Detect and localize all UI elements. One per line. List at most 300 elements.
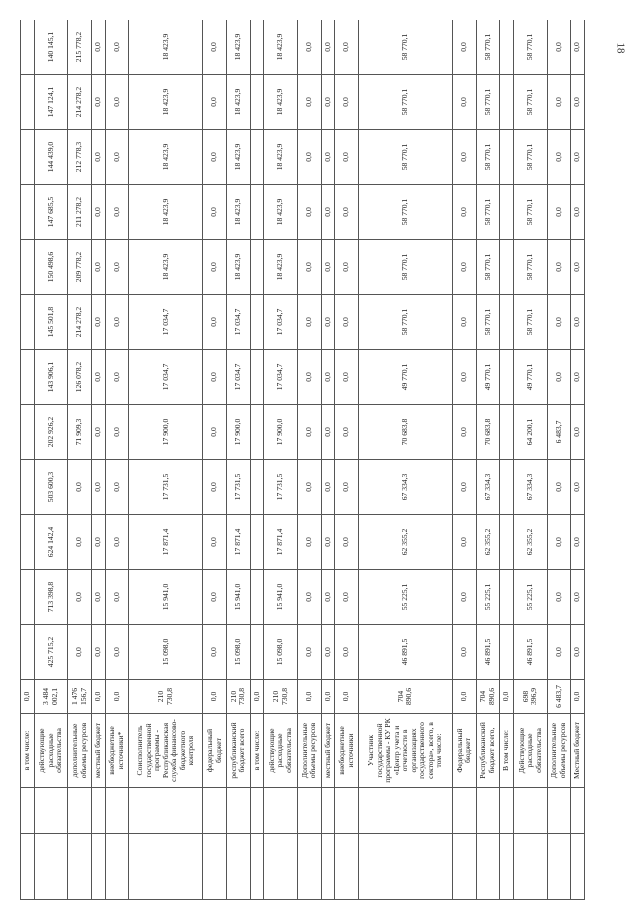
value-cell (21, 75, 35, 130)
value-cell: 15 941,0 (129, 570, 203, 625)
value-cell: 0,0 (105, 350, 129, 405)
value-cell: 18 423,9 (264, 130, 298, 185)
empty-cell (452, 834, 476, 900)
table-row (129, 20, 203, 900)
value-cell: 147 124,1 (34, 75, 68, 130)
value-cell: 0,0 (203, 20, 227, 75)
value-cell: 0,0 (92, 515, 106, 570)
value-cell: 0,0 (335, 130, 359, 185)
value-cell: 62 355,2 (358, 515, 452, 570)
value-cell: 0,0 (297, 295, 321, 350)
total-cell: 0,0 (21, 680, 35, 714)
value-cell: 0,0 (321, 20, 335, 75)
value-cell: 0,0 (571, 185, 585, 240)
value-cell: 0,0 (92, 185, 106, 240)
empty-cell (129, 788, 203, 834)
empty-cell (92, 788, 106, 834)
value-cell: 17 900,0 (264, 405, 298, 460)
value-cell: 17 731,5 (226, 460, 250, 515)
value-cell: 15 098,0 (226, 625, 250, 680)
value-cell: 0,0 (571, 515, 585, 570)
value-cell: 0,0 (321, 570, 335, 625)
value-cell: 49 770,1 (358, 350, 452, 405)
value-cell: 0,0 (321, 75, 335, 130)
value-cell: 58 770,1 (476, 130, 500, 185)
value-cell: 0,0 (547, 515, 571, 570)
empty-cell (335, 788, 359, 834)
row-label: Участник государственной программы - КУ РК «Центр учета и отчетности в организациях государственного сектора», всего, в том числе: (358, 714, 452, 788)
table-row (452, 20, 476, 900)
value-cell: 0,0 (321, 295, 335, 350)
table-row (547, 20, 571, 900)
value-cell: 15 941,0 (226, 570, 250, 625)
value-cell (21, 405, 35, 460)
value-cell (250, 625, 264, 680)
value-cell: 18 423,9 (129, 185, 203, 240)
empty-cell (476, 788, 500, 834)
value-cell: 0,0 (203, 625, 227, 680)
value-cell: 18 423,9 (226, 185, 250, 240)
value-cell: 0,0 (547, 295, 571, 350)
value-cell (250, 295, 264, 350)
empty-cell (547, 788, 571, 834)
value-cell: 0,0 (452, 295, 476, 350)
empty-cell (92, 834, 106, 900)
total-cell: 704 890,6 (476, 680, 500, 714)
value-cell: 17 034,7 (264, 350, 298, 405)
value-cell: 0,0 (321, 515, 335, 570)
value-cell: 18 423,9 (129, 75, 203, 130)
value-cell: 0,0 (105, 185, 129, 240)
value-cell: 0,0 (547, 240, 571, 295)
value-cell: 0,0 (68, 625, 92, 680)
total-cell: 0,0 (452, 680, 476, 714)
rotated-table-frame (20, 20, 585, 900)
empty-cell (105, 834, 129, 900)
value-cell: 143 906,1 (34, 350, 68, 405)
row-label: республиканский бюджет всего (226, 714, 250, 788)
value-cell: 0,0 (68, 570, 92, 625)
value-cell: 18 423,9 (264, 20, 298, 75)
value-cell: 503 600,3 (34, 460, 68, 515)
value-cell: 0,0 (92, 130, 106, 185)
empty-cell (264, 788, 298, 834)
empty-cell (571, 834, 585, 900)
value-cell (250, 130, 264, 185)
value-cell: 0,0 (335, 460, 359, 515)
value-cell: 0,0 (321, 405, 335, 460)
empty-cell (297, 834, 321, 900)
value-cell (500, 240, 514, 295)
value-cell: 17 034,7 (226, 295, 250, 350)
empty-cell (203, 834, 227, 900)
value-cell: 150 498,6 (34, 240, 68, 295)
budget-table (20, 20, 585, 900)
value-cell: 58 770,1 (358, 20, 452, 75)
value-cell: 0,0 (68, 460, 92, 515)
value-cell: 0,0 (297, 350, 321, 405)
table-row (513, 20, 547, 900)
value-cell (250, 185, 264, 240)
value-cell: 0,0 (105, 405, 129, 460)
empty-cell (547, 834, 571, 900)
value-cell: 64 200,1 (513, 405, 547, 460)
value-cell: 0,0 (297, 185, 321, 240)
value-cell: 58 770,1 (513, 75, 547, 130)
value-cell: 49 770,1 (476, 350, 500, 405)
total-cell: 210 730,8 (129, 680, 203, 714)
empty-cell (452, 788, 476, 834)
table-row (105, 20, 129, 900)
value-cell (250, 570, 264, 625)
value-cell: 0,0 (452, 20, 476, 75)
value-cell: 0,0 (571, 240, 585, 295)
value-cell: 70 683,8 (476, 405, 500, 460)
value-cell: 0,0 (335, 20, 359, 75)
value-cell (21, 625, 35, 680)
table-row (321, 20, 335, 900)
value-cell: 58 770,1 (476, 20, 500, 75)
value-cell: 49 770,1 (513, 350, 547, 405)
value-cell: 15 098,0 (129, 625, 203, 680)
value-cell: 0,0 (547, 625, 571, 680)
row-label: внебюджетные источники* (105, 714, 129, 788)
value-cell: 0,0 (571, 460, 585, 515)
row-label: федеральный бюджет (203, 714, 227, 788)
value-cell: 18 423,9 (264, 75, 298, 130)
value-cell: 0,0 (203, 350, 227, 405)
value-cell: 0,0 (92, 350, 106, 405)
value-cell: 0,0 (452, 570, 476, 625)
value-cell: 624 142,4 (34, 515, 68, 570)
empty-cell (68, 788, 92, 834)
value-cell: 0,0 (452, 185, 476, 240)
value-cell (500, 515, 514, 570)
empty-cell (513, 834, 547, 900)
value-cell: 713 398,8 (34, 570, 68, 625)
value-cell: 0,0 (452, 130, 476, 185)
total-cell: 698 396,9 (513, 680, 547, 714)
value-cell: 67 334,3 (513, 460, 547, 515)
total-cell: 3 484 002,1 (34, 680, 68, 714)
value-cell: 58 770,1 (476, 185, 500, 240)
value-cell: 17 034,7 (129, 295, 203, 350)
value-cell: 58 770,1 (358, 75, 452, 130)
value-cell: 55 225,1 (358, 570, 452, 625)
value-cell: 0,0 (92, 460, 106, 515)
value-cell: 15 941,0 (264, 570, 298, 625)
row-label: действующие расходные обязательства (264, 714, 298, 788)
value-cell: 0,0 (335, 295, 359, 350)
value-cell: 214 278,2 (68, 75, 92, 130)
empty-cell (476, 834, 500, 900)
empty-cell (21, 788, 35, 834)
value-cell: 0,0 (203, 295, 227, 350)
value-cell: 0,0 (571, 295, 585, 350)
value-cell: 0,0 (452, 350, 476, 405)
value-cell: 0,0 (547, 75, 571, 130)
total-cell: 704 890,6 (358, 680, 452, 714)
value-cell (250, 460, 264, 515)
rotated-table-inner (20, 20, 585, 900)
value-cell (250, 515, 264, 570)
value-cell: 209 778,2 (68, 240, 92, 295)
total-cell: 0,0 (92, 680, 106, 714)
total-cell: 0,0 (297, 680, 321, 714)
value-cell (250, 405, 264, 460)
value-cell: 0,0 (335, 515, 359, 570)
value-cell: 0,0 (321, 185, 335, 240)
total-cell: 0,0 (203, 680, 227, 714)
value-cell: 62 355,2 (476, 515, 500, 570)
table-row (264, 20, 298, 900)
value-cell: 0,0 (452, 460, 476, 515)
value-cell: 0,0 (297, 460, 321, 515)
value-cell: 18 423,9 (264, 185, 298, 240)
value-cell: 0,0 (92, 625, 106, 680)
value-cell: 0,0 (92, 240, 106, 295)
value-cell: 18 423,9 (226, 240, 250, 295)
value-cell (21, 20, 35, 75)
total-cell: 1 476 156,7 (68, 680, 92, 714)
empty-cell (321, 788, 335, 834)
value-cell: 15 098,0 (264, 625, 298, 680)
value-cell: 211 278,2 (68, 185, 92, 240)
value-cell: 0,0 (571, 570, 585, 625)
value-cell: 58 770,1 (513, 295, 547, 350)
value-cell: 0,0 (203, 75, 227, 130)
value-cell: 17 731,5 (264, 460, 298, 515)
value-cell (500, 570, 514, 625)
table-row (21, 20, 35, 900)
value-cell: 147 685,5 (34, 185, 68, 240)
value-cell (21, 460, 35, 515)
value-cell: 212 778,3 (68, 130, 92, 185)
value-cell (21, 185, 35, 240)
value-cell: 0,0 (92, 570, 106, 625)
row-label: внебюджетные источники (335, 714, 359, 788)
table-row (68, 20, 92, 900)
empty-cell (203, 788, 227, 834)
value-cell: 0,0 (105, 625, 129, 680)
value-cell (21, 240, 35, 295)
value-cell (21, 570, 35, 625)
total-cell: 0,0 (105, 680, 129, 714)
row-label: в том числе: (21, 714, 35, 788)
value-cell: 0,0 (321, 240, 335, 295)
value-cell: 0,0 (203, 405, 227, 460)
empty-cell (358, 834, 452, 900)
value-cell: 0,0 (297, 75, 321, 130)
value-cell: 0,0 (335, 240, 359, 295)
value-cell: 17 900,0 (129, 405, 203, 460)
value-cell: 126 078,2 (68, 350, 92, 405)
value-cell: 0,0 (92, 75, 106, 130)
value-cell: 0,0 (321, 460, 335, 515)
value-cell: 17 871,4 (129, 515, 203, 570)
value-cell (500, 130, 514, 185)
value-cell (250, 240, 264, 295)
total-cell: 210 730,8 (226, 680, 250, 714)
value-cell (500, 75, 514, 130)
value-cell: 0,0 (547, 460, 571, 515)
value-cell: 0,0 (92, 20, 106, 75)
value-cell: 17 034,7 (226, 350, 250, 405)
value-cell: 0,0 (571, 130, 585, 185)
value-cell: 0,0 (92, 295, 106, 350)
value-cell: 18 423,9 (129, 20, 203, 75)
row-label: местный бюджет (321, 714, 335, 788)
value-cell: 0,0 (203, 460, 227, 515)
value-cell: 0,0 (105, 20, 129, 75)
value-cell: 0,0 (335, 350, 359, 405)
value-cell: 214 278,2 (68, 295, 92, 350)
page-number: 18 (614, 42, 627, 54)
value-cell: 17 034,7 (264, 295, 298, 350)
value-cell (500, 20, 514, 75)
value-cell: 58 770,1 (476, 75, 500, 130)
value-cell: 0,0 (203, 240, 227, 295)
empty-cell (129, 834, 203, 900)
value-cell: 0,0 (297, 240, 321, 295)
value-cell: 0,0 (571, 75, 585, 130)
value-cell: 58 770,1 (476, 295, 500, 350)
value-cell (21, 130, 35, 185)
row-label: В том числе: (500, 714, 514, 788)
value-cell: 55 225,1 (476, 570, 500, 625)
empty-cell (226, 834, 250, 900)
row-label: Федеральный бюджет (452, 714, 476, 788)
table-row (92, 20, 106, 900)
value-cell: 0,0 (335, 185, 359, 240)
empty-cell (34, 834, 68, 900)
empty-cell (513, 788, 547, 834)
total-cell: 0,0 (500, 680, 514, 714)
value-cell: 0,0 (321, 350, 335, 405)
value-cell: 0,0 (105, 570, 129, 625)
value-cell: 18 423,9 (129, 240, 203, 295)
row-label: в том числе: (250, 714, 264, 788)
empty-cell (264, 834, 298, 900)
value-cell (250, 350, 264, 405)
value-cell: 71 909,3 (68, 405, 92, 460)
value-cell: 46 891,5 (476, 625, 500, 680)
value-cell: 0,0 (92, 405, 106, 460)
total-cell: 0,0 (250, 680, 264, 714)
value-cell (500, 185, 514, 240)
value-cell: 58 770,1 (513, 240, 547, 295)
total-cell: 0,0 (321, 680, 335, 714)
value-cell: 0,0 (203, 515, 227, 570)
empty-cell (500, 834, 514, 900)
table-row (203, 20, 227, 900)
value-cell: 0,0 (297, 625, 321, 680)
value-cell: 58 770,1 (513, 185, 547, 240)
value-cell: 0,0 (105, 130, 129, 185)
empty-cell (105, 788, 129, 834)
value-cell: 0,0 (571, 625, 585, 680)
value-cell: 0,0 (335, 570, 359, 625)
value-cell: 0,0 (452, 625, 476, 680)
value-cell: 18 423,9 (129, 130, 203, 185)
value-cell: 18 423,9 (226, 20, 250, 75)
value-cell: 58 770,1 (513, 130, 547, 185)
value-cell (250, 20, 264, 75)
value-cell: 17 871,4 (264, 515, 298, 570)
value-cell: 62 355,2 (513, 515, 547, 570)
value-cell: 144 439,0 (34, 130, 68, 185)
value-cell: 0,0 (105, 460, 129, 515)
value-cell (500, 625, 514, 680)
value-cell: 425 715,2 (34, 625, 68, 680)
value-cell (500, 460, 514, 515)
value-cell: 0,0 (105, 75, 129, 130)
row-label: действующие расходные обязательства (34, 714, 68, 788)
value-cell: 0,0 (321, 625, 335, 680)
value-cell: 0,0 (297, 130, 321, 185)
table-row (358, 20, 452, 900)
value-cell: 58 770,1 (513, 20, 547, 75)
value-cell: 17 900,0 (226, 405, 250, 460)
row-label: Республиканский бюджет всего, (476, 714, 500, 788)
value-cell: 17 731,5 (129, 460, 203, 515)
value-cell: 0,0 (297, 20, 321, 75)
value-cell: 0,0 (335, 405, 359, 460)
empty-cell (335, 834, 359, 900)
value-cell: 70 683,8 (358, 405, 452, 460)
value-cell: 0,0 (203, 570, 227, 625)
value-cell: 0,0 (547, 350, 571, 405)
table-row (34, 20, 68, 900)
value-cell: 0,0 (297, 570, 321, 625)
empty-cell (358, 788, 452, 834)
value-cell: 67 334,3 (358, 460, 452, 515)
value-cell: 0,0 (547, 130, 571, 185)
row-label: Дополнительные объемы ресурсов (297, 714, 321, 788)
value-cell: 0,0 (105, 240, 129, 295)
row-label: Соисполнитель государственной программы - Республиканская служба финансово-бюджетного контроля (129, 714, 203, 788)
value-cell: 140 145,1 (34, 20, 68, 75)
value-cell: 18 423,9 (226, 130, 250, 185)
total-cell: 6 483,7 (547, 680, 571, 714)
empty-cell (226, 788, 250, 834)
value-cell: 58 770,1 (358, 240, 452, 295)
row-label: Действующие расходные обязательства (513, 714, 547, 788)
empty-cell (500, 788, 514, 834)
value-cell: 58 770,1 (476, 240, 500, 295)
table-row (297, 20, 321, 900)
value-cell: 0,0 (452, 405, 476, 460)
value-cell: 0,0 (547, 570, 571, 625)
value-cell: 202 926,2 (34, 405, 68, 460)
value-cell: 0,0 (335, 75, 359, 130)
value-cell (21, 350, 35, 405)
value-cell: 17 871,4 (226, 515, 250, 570)
value-cell (21, 515, 35, 570)
row-label: Местный бюджет (571, 714, 585, 788)
value-cell: 0,0 (547, 20, 571, 75)
row-label: местный бюджет (92, 714, 106, 788)
table-row (571, 20, 585, 900)
value-cell: 0,0 (203, 130, 227, 185)
value-cell: 0,0 (335, 625, 359, 680)
value-cell: 0,0 (547, 185, 571, 240)
value-cell: 0,0 (452, 75, 476, 130)
value-cell: 17 034,7 (129, 350, 203, 405)
value-cell: 0,0 (321, 130, 335, 185)
value-cell: 6 483,7 (547, 405, 571, 460)
value-cell: 46 891,5 (358, 625, 452, 680)
